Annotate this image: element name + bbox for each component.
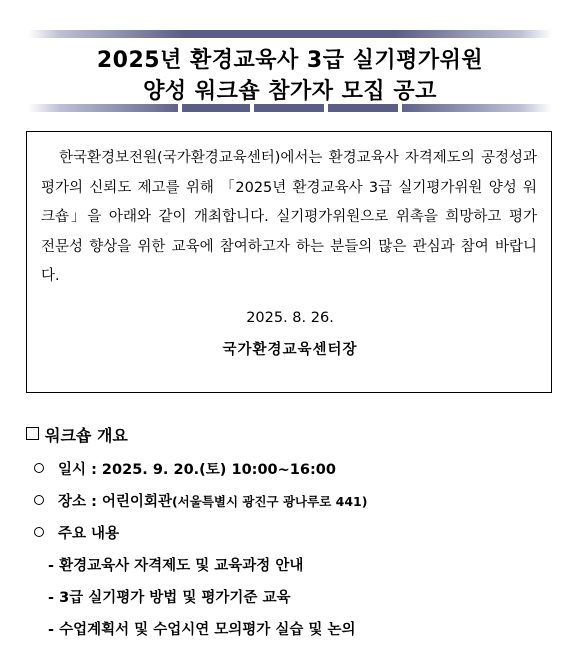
venue-address: (서울특별시 광진구 광나루로 441) bbox=[171, 494, 368, 509]
contents-label: 주요 내용 bbox=[58, 526, 120, 542]
venue-name: 어린이회관 bbox=[101, 494, 172, 510]
checkbox-square-icon bbox=[26, 427, 39, 440]
title-top-band bbox=[28, 30, 552, 38]
notice-box bbox=[26, 131, 552, 393]
circle-bullet-icon bbox=[34, 495, 44, 505]
notice-organization: 국가환경교육센터장 bbox=[222, 342, 358, 358]
datetime-value: 2025. 9. 20.(토) 10:00~16:00 bbox=[101, 462, 336, 478]
notice-body: 한국환경보전원(국가환경교육센터)에서는 환경교육사 자격제도의 공정성과 평가의 신뢰도 제고를 위해 「2025년 환경교육사 3급 실기평가위원 양성 워크숍」을 아래와 같이 개최합니다. 실기평가위원으로 위촉을 희망하고 평가 전문성 향상을 위한 교육에 참여하고자 하는 분들의 많은 관심과 참여 바랍니다. bbox=[41, 150, 537, 284]
overview-item-datetime: 일시 : 2025. 9. 20.(토) 10:00~16:00 bbox=[34, 458, 336, 479]
venue-label: 장소 bbox=[58, 494, 87, 510]
section-heading-overview bbox=[26, 423, 128, 446]
title-banner bbox=[28, 30, 552, 114]
notice-date: 2025. 8. 26. bbox=[246, 310, 334, 326]
title-line-2: 양성 워크숍 참가자 모집 공고 bbox=[143, 79, 437, 104]
overview-item-venue: 장소 : 어린이회관(서울특별시 광진구 광나루로 441) bbox=[34, 490, 367, 511]
contents-item: - 3급 실기평가 방법 및 평가기준 교육 bbox=[48, 590, 291, 606]
circle-bullet-icon bbox=[34, 527, 44, 537]
datetime-label: 일시 bbox=[58, 462, 87, 478]
contents-item: - 환경교육사 자격제도 및 교육과정 안내 bbox=[48, 558, 304, 574]
contents-item: - 수업계획서 및 수업시연 모의평가 실습 및 논의 bbox=[48, 622, 356, 638]
circle-bullet-icon bbox=[34, 463, 44, 473]
title-line-1: 2025년 환경교육사 3급 실기평가위원 bbox=[96, 48, 484, 73]
overview-item-contents bbox=[34, 522, 119, 543]
section-heading-label: 워크숍 개요 bbox=[45, 426, 128, 445]
title-bottom-band bbox=[28, 104, 552, 112]
